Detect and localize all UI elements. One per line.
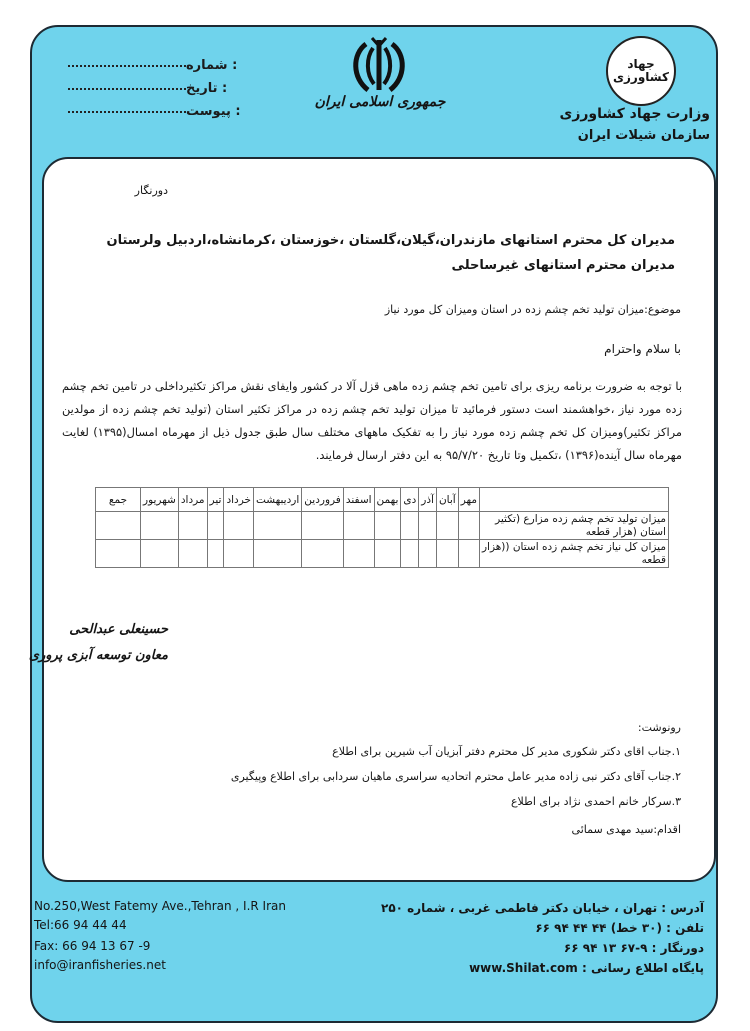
attachment-label: پیوست :	[186, 104, 241, 119]
subject-line: موضوع:میزان تولید تخم چشم زده در استان ومیزان کل مورد نیاز	[384, 303, 681, 316]
table-cell	[302, 540, 344, 568]
table-cell	[401, 512, 419, 540]
logo-text: جهاد کشاورزی	[613, 57, 669, 84]
table-corner-cell	[479, 488, 668, 512]
table-cell	[374, 540, 401, 568]
month-header: اسفند	[343, 488, 374, 512]
month-header: جمع	[96, 488, 141, 512]
date-dots	[68, 88, 186, 90]
cc-heading: رونوشت:	[637, 721, 681, 734]
footer-tel-fa: تلفن : (۳۰ خط) ۴۴ ۴۴ ۹۴ ۶۶	[535, 921, 704, 935]
iran-emblem-icon	[350, 36, 408, 96]
month-header: شهریور	[141, 488, 179, 512]
table-row	[96, 540, 669, 568]
table-cell	[343, 540, 374, 568]
number-field	[62, 58, 237, 73]
table-cell	[96, 540, 141, 568]
ministry-name: وزارت جهاد کشاورزی	[559, 106, 710, 122]
cc-item: ۲.جناب آقای دکتر نبی زاده مدیر عامل محترم اتحادیه سراسری ماهیان سردابی برای اطلاع وپیگیری	[230, 770, 681, 783]
table-cell	[141, 512, 179, 540]
action-by: اقدام:سید مهدی سمائی	[571, 823, 681, 836]
footer-tel-en: Tel:66 94 44 44	[34, 918, 127, 932]
month-header: بهمن	[374, 488, 401, 512]
date-field	[62, 81, 227, 96]
month-header: اردیبهشت	[254, 488, 302, 512]
attachment-dots	[68, 111, 186, 113]
number-dots	[68, 65, 186, 67]
footer-fax-fa: دورنگار : ۹-۶۷ ۱۳ ۹۴ ۶۶	[563, 941, 704, 955]
cc-item: ۱.جناب اقای دکتر شکوری مدیر کل محترم دفتر آبزیان آب شیرین برای اطلاع	[332, 745, 681, 758]
table-cell	[436, 540, 458, 568]
cc-item: ۳.سرکار خانم احمدی نژاد برای اطلاع	[510, 795, 681, 808]
table-cell	[401, 540, 419, 568]
table-cell	[141, 540, 179, 568]
month-header: فروردین	[302, 488, 344, 512]
table-cell	[343, 512, 374, 540]
table-cell	[458, 540, 479, 568]
footer-address-en: No.250,West Fatemy Ave.,Tehran , I.R Iran	[34, 899, 286, 913]
republic-title: جمهوری اسلامی ایران	[314, 94, 446, 110]
month-header: آبان	[436, 488, 458, 512]
footer-website[interactable]: پایگاه اطلاع رسانی : www.Shilat.com	[469, 961, 704, 975]
recipients-line-1: مدیران کل محترم استانهای مازندران،گیلان،گلستان ،خوزستان ،کرمانشاه،اردبیل ولرستان	[106, 233, 675, 248]
signatory-title: معاون توسعه آبزی پروری	[28, 648, 168, 663]
row-label: میزان تولید تخم چشم زده مزارع (تکثیر استان (هزار قطعه	[479, 512, 668, 540]
table-row	[96, 512, 669, 540]
date-label: تاریخ :	[186, 81, 228, 96]
table-cell	[436, 512, 458, 540]
table-cell	[224, 540, 254, 568]
number-label: شماره :	[186, 58, 238, 73]
row-label: میزان کل نیاز تخم چشم زده استان ((هزار قطعه	[479, 540, 668, 568]
table-cell	[254, 512, 302, 540]
table-header-row	[96, 488, 669, 512]
month-header: مرداد	[178, 488, 207, 512]
table-cell	[96, 512, 141, 540]
table-cell	[207, 512, 224, 540]
month-header: آذر	[419, 488, 437, 512]
footer-address-fa: آدرس : تهران ، خیابان دکتر فاطمی غربی ، شماره ۲۵۰	[381, 901, 704, 915]
table-cell	[458, 512, 479, 540]
table-cell	[302, 512, 344, 540]
table-cell	[178, 540, 207, 568]
table-cell	[419, 540, 437, 568]
recipients-line-2: مدیران محترم استانهای غیرساحلی	[451, 258, 675, 273]
month-header: دی	[401, 488, 419, 512]
table-cell	[419, 512, 437, 540]
month-header: تیر	[207, 488, 224, 512]
table-cell	[374, 512, 401, 540]
organization-name: سازمان شیلات ایران	[577, 128, 710, 143]
signatory-name: حسینعلی عبدالحی	[69, 622, 168, 637]
footer-email[interactable]: info@iranfisheries.net	[34, 958, 166, 972]
table-cell	[178, 512, 207, 540]
table-cell	[224, 512, 254, 540]
greeting: با سلام واحترام	[604, 342, 681, 356]
month-header: مهر	[458, 488, 479, 512]
footer-fax-en: Fax: 66 94 13 67 -9	[34, 939, 151, 953]
monthly-table	[95, 487, 669, 568]
month-header: خرداد	[224, 488, 254, 512]
attachment-field	[62, 104, 241, 119]
ministry-logo	[606, 36, 676, 106]
table-cell	[207, 540, 224, 568]
letter-paragraph: با توجه به ضرورت برنامه ریزی برای تامین تخم چشم زده ماهی قزل آلا در کشور وایفای نقش مراکز تکثیرداخلی در تامین تخم چشم زده مورد نیاز ،خواهشمند است دستور فرمائید تا میزان تولید تخم چشم زده در مراکز تکثیر استان (تولید تخم چشم زده از مولدین مراکز تکثیر)ومیزان کل تخم چشم زده مورد نیاز را به تفکیک ماههای مختلف سال طبق جدول ذیل از مهرماه امسال(۱۳۹۵) لغایت مهرماه سال آینده(۱۳۹۶) ،تکمیل وتا تاریخ ۹۵/۷/۲۰ به این دفتر ارسال فرمایند.	[62, 379, 682, 462]
fax-note: دورنگار	[134, 184, 168, 197]
table-cell	[254, 540, 302, 568]
